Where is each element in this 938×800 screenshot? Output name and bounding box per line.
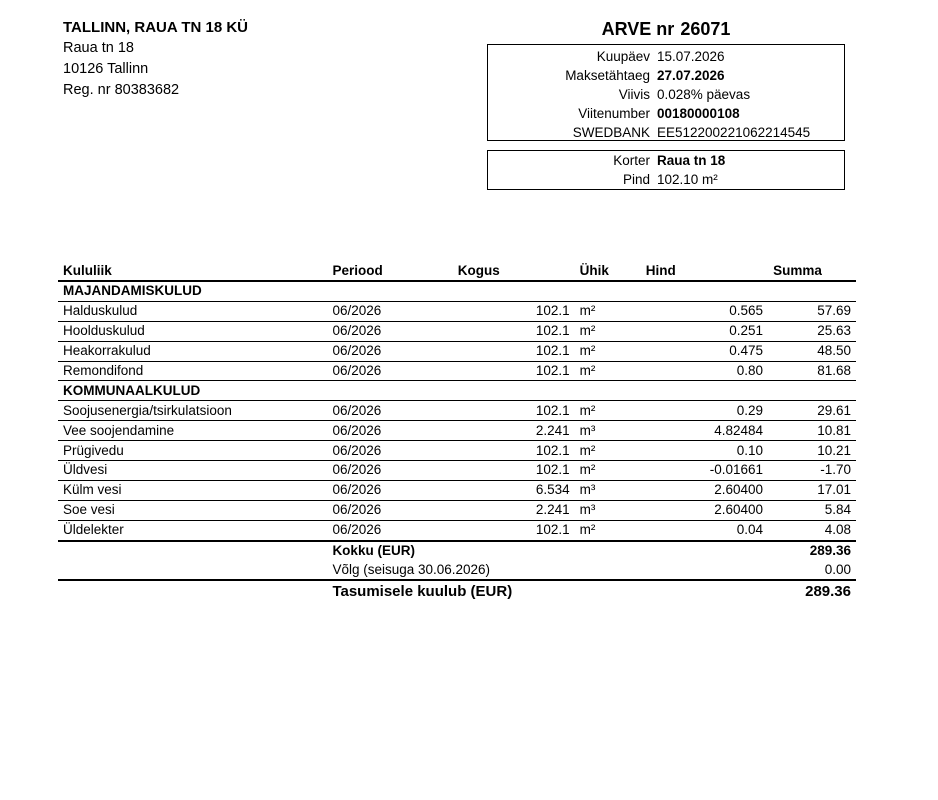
cell-price: 0.10 (641, 441, 768, 461)
property-detail-value: Raua tn 18 (657, 153, 726, 168)
cell-item: Üldvesi (58, 461, 327, 481)
cell-qty: 102.1 (453, 401, 575, 421)
cell-period: 06/2026 (327, 341, 452, 361)
table-row (58, 301, 856, 321)
cell-sum: 17.01 (768, 480, 856, 500)
company-address-city: 10126 Tallinn (63, 61, 149, 77)
property-box (487, 150, 845, 190)
table-row (58, 361, 856, 381)
cell-period: 06/2026 (327, 421, 452, 441)
cell-sum: 48.50 (768, 341, 856, 361)
header-price: Hind (641, 262, 768, 281)
cell-period: 06/2026 (327, 301, 452, 321)
cell-item: Üldelekter (58, 520, 327, 540)
section-title: KOMMUNAALKULUD (58, 381, 856, 401)
table-row (58, 520, 856, 540)
invoice-detail-key: Viitenumber (578, 106, 650, 121)
charges-body (58, 281, 856, 541)
invoice-detail-row (488, 47, 844, 66)
total-value: 289.36 (768, 541, 856, 561)
cell-price: 0.251 (641, 321, 768, 341)
invoice-detail-value: 15.07.2026 (657, 49, 725, 64)
cell-period: 06/2026 (327, 321, 452, 341)
cell-unit: m² (575, 520, 641, 540)
cell-price: 0.475 (641, 341, 768, 361)
payable-row (58, 580, 856, 603)
property-detail-value: 102.10 m² (657, 172, 718, 187)
cell-qty: 102.1 (453, 461, 575, 481)
invoice-detail-row (488, 66, 844, 85)
cell-unit: m² (575, 401, 641, 421)
property-detail-row (488, 170, 844, 189)
header-period: Periood (327, 262, 452, 281)
invoice-detail-value: 0.028% päevas (657, 87, 751, 102)
cell-qty: 2.241 (453, 500, 575, 520)
table-row (58, 500, 856, 520)
invoice-number: 26071 (680, 19, 731, 39)
cell-qty: 102.1 (453, 341, 575, 361)
cell-unit: m² (575, 441, 641, 461)
cell-item: Vee soojendamine (58, 421, 327, 441)
cell-unit: m² (575, 461, 641, 481)
header-unit: Ühik (575, 262, 641, 281)
debt-label: Võlg (seisuga 30.06.2026) (327, 560, 768, 580)
table-row (58, 341, 856, 361)
debt-value: 0.00 (768, 560, 856, 580)
cell-period: 06/2026 (327, 401, 452, 421)
table-row (58, 401, 856, 421)
cell-qty: 102.1 (453, 321, 575, 341)
cell-period: 06/2026 (327, 480, 452, 500)
cell-item: Prügivedu (58, 441, 327, 461)
cell-sum: 4.08 (768, 520, 856, 540)
cell-unit: m² (575, 341, 641, 361)
property-detail-row (488, 151, 844, 170)
cell-qty: 2.241 (453, 421, 575, 441)
cell-sum: 25.63 (768, 321, 856, 341)
cell-qty: 102.1 (453, 361, 575, 381)
table-row (58, 421, 856, 441)
cell-period: 06/2026 (327, 361, 452, 381)
invoice-details-box (487, 44, 845, 141)
total-row (58, 541, 856, 561)
cell-price: 0.80 (641, 361, 768, 381)
cell-sum: 29.61 (768, 401, 856, 421)
cell-qty: 102.1 (453, 520, 575, 540)
company-name: TALLINN, RAUA TN 18 KÜ (63, 19, 248, 36)
cell-price: 0.04 (641, 520, 768, 540)
cell-period: 06/2026 (327, 441, 452, 461)
invoice-title (487, 18, 845, 40)
cell-period: 06/2026 (327, 520, 452, 540)
cell-sum: 10.21 (768, 441, 856, 461)
cell-price: 0.565 (641, 301, 768, 321)
cell-item: Hoolduskulud (58, 321, 327, 341)
cell-item: Soe vesi (58, 500, 327, 520)
cell-item: Remondifond (58, 361, 327, 381)
cell-price: 2.60400 (641, 480, 768, 500)
header-sum: Summa (768, 262, 856, 281)
cell-qty: 102.1 (453, 301, 575, 321)
cell-unit: m³ (575, 421, 641, 441)
company-block (63, 18, 443, 101)
cell-period: 06/2026 (327, 461, 452, 481)
table-row (58, 480, 856, 500)
cell-sum: -1.70 (768, 461, 856, 481)
invoice-detail-key: SWEDBANK (572, 125, 650, 140)
cell-period: 06/2026 (327, 500, 452, 520)
cell-price: 4.82484 (641, 421, 768, 441)
cell-sum: 57.69 (768, 301, 856, 321)
cell-unit: m³ (575, 500, 641, 520)
company-address-street: Raua tn 18 (63, 40, 134, 56)
cell-item: Heakorrakulud (58, 341, 327, 361)
invoice-detail-key: Kuupäev (596, 49, 650, 64)
invoice-detail-row (488, 85, 844, 104)
invoice-detail-value: EE512200221062214545 (657, 125, 811, 140)
header-item: Kululiik (58, 262, 327, 281)
cell-qty: 6.534 (453, 480, 575, 500)
header-qty: Kogus (453, 262, 575, 281)
invoice-detail-key: Viivis (618, 87, 650, 102)
cell-item: Halduskulud (58, 301, 327, 321)
cell-price: 0.29 (641, 401, 768, 421)
invoice-detail-value: 27.07.2026 (657, 68, 725, 83)
section-header-row (58, 281, 856, 301)
company-reg-number: Reg. nr 80383682 (63, 82, 180, 98)
table-row (58, 321, 856, 341)
property-detail-key: Korter (613, 153, 650, 168)
cell-qty: 102.1 (453, 441, 575, 461)
payable-value: 289.36 (805, 583, 851, 601)
table-header-row (58, 262, 856, 281)
table-row (58, 461, 856, 481)
cell-sum: 5.84 (768, 500, 856, 520)
invoice-detail-row (488, 123, 844, 142)
table-row (58, 441, 856, 461)
cell-item: Külm vesi (58, 480, 327, 500)
invoice-detail-value: 00180000108 (657, 106, 740, 121)
cell-price: 2.60400 (641, 500, 768, 520)
cell-item: Soojusenergia/tsirkulatsioon (58, 401, 327, 421)
cell-unit: m² (575, 361, 641, 381)
total-label: Kokku (EUR) (327, 541, 768, 561)
payable-label: Tasumisele kuulub (EUR) (332, 583, 513, 601)
invoice-detail-row (488, 104, 844, 123)
section-header-row (58, 381, 856, 401)
cell-sum: 10.81 (768, 421, 856, 441)
cell-sum: 81.68 (768, 361, 856, 381)
invoice-label: ARVE nr (601, 19, 675, 39)
cell-unit: m³ (575, 480, 641, 500)
debt-row (58, 560, 856, 580)
invoice-detail-key: Maksetähtaeg (565, 68, 650, 83)
section-title: MAJANDAMISKULUD (58, 281, 856, 301)
cell-price: -0.01661 (641, 461, 768, 481)
charges-table (58, 262, 856, 603)
property-detail-key: Pind (622, 172, 650, 187)
cell-unit: m² (575, 321, 641, 341)
cell-unit: m² (575, 301, 641, 321)
